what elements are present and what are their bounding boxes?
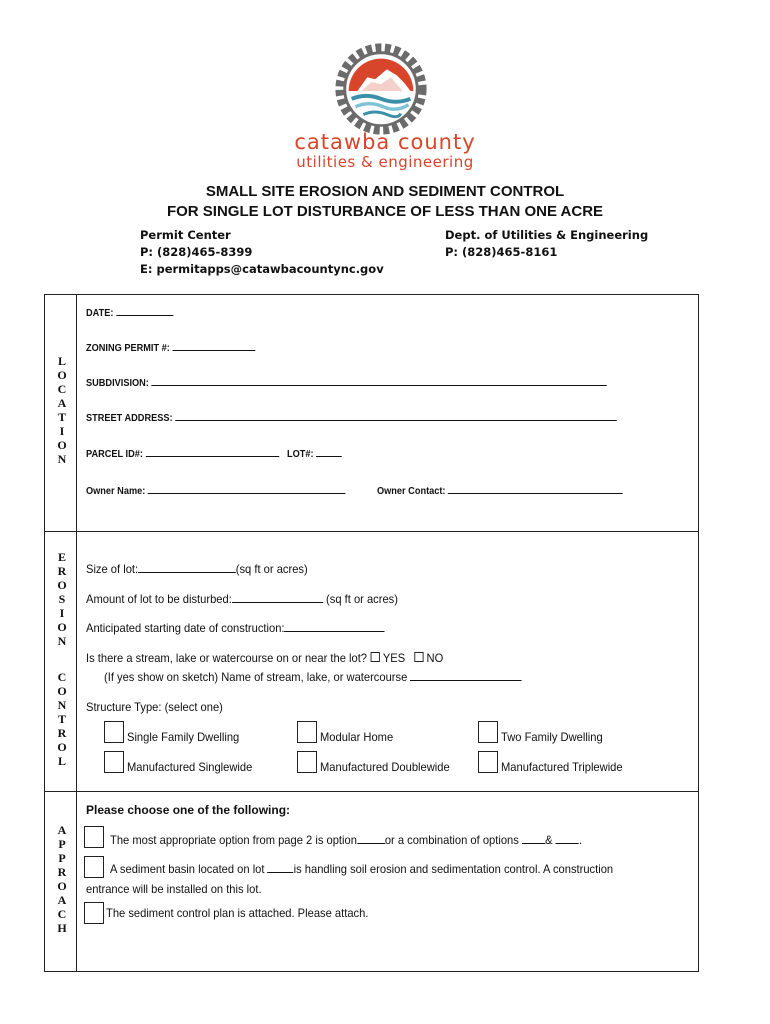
side-label-letter: C [57,670,67,684]
form-title-line1: SMALL SITE EROSION AND SEDIMENT CONTROL [205,183,565,200]
section-divider-2 [45,791,698,792]
side-label-letter: N [57,634,67,648]
side-label-letter: A [57,893,67,907]
start-date-blank[interactable] [285,621,385,632]
side-label-letter: L [57,354,66,368]
side-label-letter: R [57,726,67,740]
approach-option2-checkbox[interactable] [84,856,104,878]
side-label-letter: O [57,438,67,452]
side-label-letter: T [57,712,66,726]
two-family-checkbox[interactable] [478,721,498,743]
street-address-field[interactable]: STREET ADDRESS: [86,410,617,424]
basin-lot-blank[interactable] [268,862,294,873]
subdivision-blank[interactable] [151,375,606,386]
combo-option-b-blank[interactable] [556,833,579,844]
disturbed-area-field[interactable]: Amount of lot to be disturbed: (sq ft or acres) [86,592,398,606]
owner-contact-blank[interactable] [448,483,623,494]
disturbed-area-blank[interactable] [232,592,323,603]
option-number-blank[interactable] [357,833,385,844]
approach-option2-cont: entrance will be installed on this lot. [86,882,262,896]
street-address-blank[interactable] [175,410,617,421]
owner-contact-field[interactable]: Owner Contact: [377,483,623,497]
side-label-letter: O [57,879,67,893]
doublewide-checkbox[interactable] [297,751,317,773]
side-label-letter: I [59,424,65,438]
side-label-letter: O [57,740,67,754]
approach-heading: Please choose one of the following: [86,803,291,817]
side-label-letter: A [57,823,67,837]
lot-size-blank[interactable] [138,562,236,573]
approach-option3-checkbox[interactable] [84,902,104,924]
no-checkbox[interactable] [414,652,423,662]
structure-type-label: Structure Type: (select one) [86,700,223,714]
side-label-letter: A [57,396,67,410]
single-family-label: Single Family Dwelling [127,730,240,744]
date-blank[interactable] [116,305,173,316]
approach-option1: The most appropriate option from page 2 is option or a combination of options & . [110,833,583,847]
side-label-letter: R [57,564,67,578]
control-side-label [47,670,77,768]
side-label-letter: H [57,921,67,935]
doublewide-label: Manufactured Doublewide [320,760,450,774]
side-label-letter: S [58,592,66,606]
permit-center-phone: P: (828)465-8399 [140,245,253,259]
side-label-letter: N [57,452,67,466]
side-label-letter: R [57,865,67,879]
parcel-id-field[interactable]: PARCEL ID#: LOT#: [86,446,342,460]
side-label-letter: N [57,698,67,712]
zoning-permit-blank[interactable] [172,340,255,351]
side-label-letter: P [58,837,66,851]
side-label-letter: O [57,620,67,634]
owner-name-field[interactable]: Owner Name: [86,483,346,497]
start-date-field[interactable]: Anticipated starting date of construction: [86,621,385,635]
modular-home-label: Modular Home [320,730,394,744]
date-field[interactable]: DATE: [86,305,173,319]
dept-name: Dept. of Utilities & Engineering [445,228,649,242]
side-label-letter: L [57,754,66,768]
dept-phone: P: (828)465-8161 [445,245,558,259]
lot-blank[interactable] [316,446,342,457]
modular-home-checkbox[interactable] [297,721,317,743]
single-family-checkbox[interactable] [104,721,124,743]
stream-name-field[interactable]: (If yes show on sketch) Name of stream, lake, or watercourse [104,670,522,684]
stream-name-blank[interactable] [410,670,522,681]
side-label-letter: T [57,410,66,424]
subdivision-field[interactable]: SUBDIVISION: [86,375,607,389]
side-label-letter: O [57,578,67,592]
permit-center-email: E: permitapps@catawbacountync.gov [140,262,384,276]
section-divider-1 [45,531,698,532]
location-side-label [47,354,77,466]
two-family-label: Two Family Dwelling [501,730,603,744]
permit-center-name: Permit Center [140,228,231,242]
side-label-letter: C [57,907,67,921]
side-label-letter: P [58,851,66,865]
side-label-letter: I [59,606,65,620]
approach-option2: A sediment basin located on lot is handling soil erosion and sedimentation control. A construction [110,862,614,876]
triplewide-label: Manufactured Triplewide [501,760,623,774]
yes-checkbox[interactable] [371,652,380,662]
owner-name-blank[interactable] [148,483,346,494]
approach-option3: The sediment control plan is attached. Please attach. [106,906,369,920]
singlewide-label: Manufactured Singlewide [127,760,253,774]
stream-question: Is there a stream, lake or watercourse on or near the lot? YES NO [86,651,444,665]
side-label-letter: O [57,684,67,698]
zoning-permit-field[interactable]: ZONING PERMIT #: [86,340,255,354]
brand-name: catawba county [294,130,476,154]
singlewide-checkbox[interactable] [104,751,124,773]
parcel-id-blank[interactable] [145,446,278,457]
erosion-side-label [47,550,77,648]
triplewide-checkbox[interactable] [478,751,498,773]
approach-side-label [47,823,77,935]
side-label-letter: E [57,550,66,564]
side-label-letter: O [57,368,67,382]
brand-subtitle: utilities & engineering [296,153,474,171]
county-logo [332,40,430,138]
lot-size-field[interactable]: Size of lot: (sq ft or acres) [86,562,308,576]
form-title-line2: FOR SINGLE LOT DISTURBANCE OF LESS THAN ONE ACRE [166,203,604,220]
approach-option1-checkbox[interactable] [84,826,104,848]
combo-option-a-blank[interactable] [522,833,545,844]
side-label-letter: C [57,382,67,396]
